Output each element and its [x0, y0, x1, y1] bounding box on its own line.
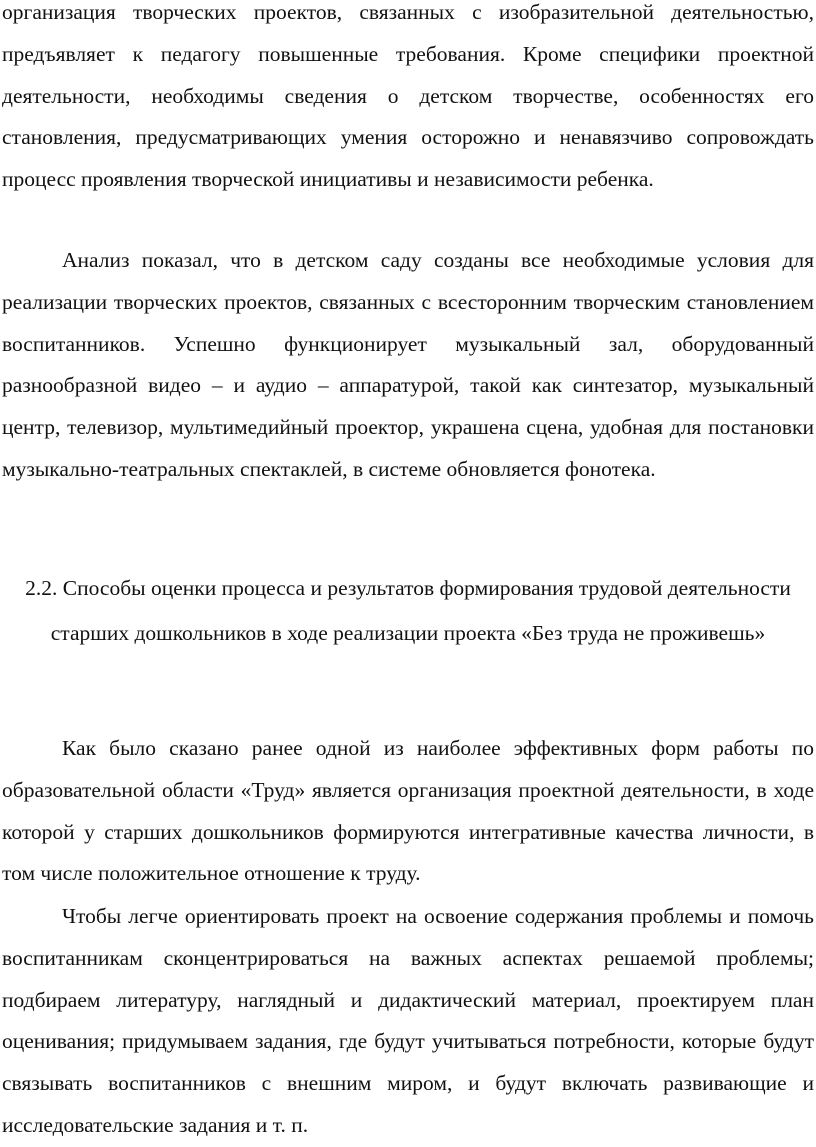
paragraph-analysis: Анализ показал, что в детском саду созданы все необходимые условия для реализации творческих проектов, связанных с всесторонним творческим становлением воспитанников. Успешно функционирует музыкальный зал, оборудованный разнообразной видео – и аудио – аппаратурой, такой как синтезатор, музыкальный центр, телевизор, мультимедийный проектор, украшена сцена, удобная для постановки музыкально-театральных спектаклей, в системе обновляется фонотека.	[2, 248, 814, 481]
paragraph-project-forms: Как было сказано ранее одной из наиболее эффективных форм работы по образовательной области «Труд» является организация проектной деятельности, в ходе которой у старших дошкольников формируются интегративные качества личности, в том числе положительное отношение к труду.	[2, 736, 814, 886]
paragraph-project-planning: Чтобы легче ориентировать проект на освоение содержания проблемы и помочь воспитанникам сконцентрироваться на важных аспектах решаемой проблемы; подбираем литературу, наглядный и дидактический материал, проектируем план оценивания; придумываем задания, где будут учитываться потребности, которые будут связывать воспитанников с внешним миром, и будут включать развивающие и исследовательские задания и т. п.	[2, 904, 814, 1137]
section-heading: 2.2. Способы оценки процесса и результатов формирования трудовой деятельности старших дошкольников в ходе реализации проекта «Без труда не проживешь»	[25, 576, 791, 645]
paragraph-continuation: организация творческих проектов, связанных с изобразительной деятельностью, предъявляет к педагогу повышенные требования. Кроме специфики проектной деятельности, необходимы сведения о детском творчестве, особенностях его становления, предусматривающих умения осторожно и ненавязчиво сопровождать процесс проявления творческой инициативы и независимости ребенка.	[2, 0, 814, 192]
